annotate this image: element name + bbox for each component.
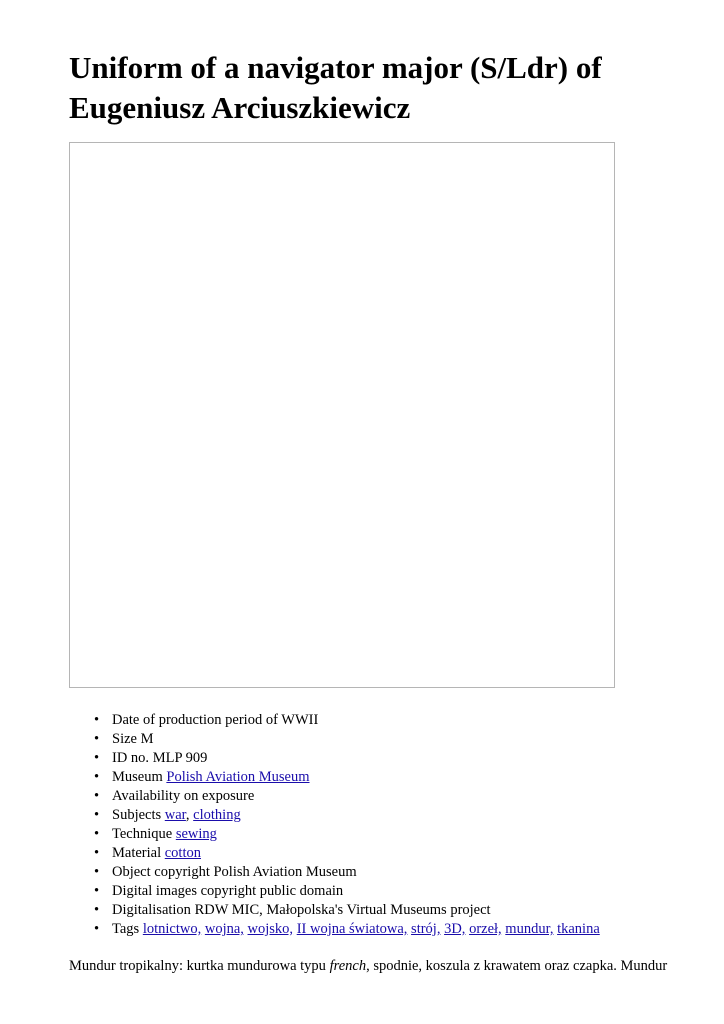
tag-link-wojsko[interactable]: wojsko, [247,921,294,937]
object-image-placeholder [69,142,615,688]
tag-link-3d[interactable]: 3D, [444,921,466,937]
description-text-start: Mundur tropikalny: kurtka mundurowa typu [69,958,330,974]
detail-tags-label: Tags [112,921,140,937]
detail-digitalisation [94,901,600,920]
detail-material [94,844,600,863]
object-details-list [94,711,600,939]
detail-museum [94,768,600,787]
detail-size-label: Size [112,731,137,747]
detail-availability-value: on exposure [183,788,255,804]
detail-id-label: ID no. [112,750,150,766]
detail-object-copyright-label: Object copyright [112,864,210,880]
detail-object-copyright-value: Polish Aviation Museum [213,864,357,880]
detail-material-label: Material [112,845,162,861]
subject-link-clothing[interactable]: clothing [193,807,241,823]
page-title: Uniform of a navigator major (S/Ldr) of Eugeniusz Arciuszkiewicz [69,50,602,125]
detail-subjects: • Subjects war, clothing [94,806,600,825]
tag-link-lotnictwo[interactable]: lotnictwo, [142,921,202,937]
tag-link-wojna[interactable]: wojna, [204,921,244,937]
detail-date [94,711,600,730]
detail-id [94,749,600,768]
tag-link-tkanina[interactable]: tkanina [557,921,600,937]
detail-size [94,730,600,749]
subject-link-war[interactable]: war [164,807,186,823]
detail-date-label: Date of production [112,712,222,728]
description-italic-term: french [329,958,367,974]
description-text-end: , spodnie, koszula z krawatem oraz czapka. Mundur [366,958,668,974]
description-paragraph [69,957,667,976]
detail-availability-label: Availability [112,788,181,804]
detail-digital-copyright-label: Digital images copyright [112,883,257,899]
tag-link-orzel[interactable]: orzeł, [469,921,502,937]
detail-digitalisation-value: RDW MIC, Małopolska's Virtual Museums project [194,902,491,918]
detail-digital-copyright [94,882,600,901]
material-link[interactable]: cotton [164,845,201,861]
technique-link[interactable]: sewing [175,826,217,842]
detail-tags [94,920,600,939]
detail-date-value: period of WWII [225,712,319,728]
detail-technique-label: Technique [112,826,173,842]
detail-object-copyright [94,863,600,882]
detail-digitalisation-label: Digitalisation [112,902,191,918]
detail-technique [94,825,600,844]
tag-link-mundur[interactable]: mundur, [505,921,554,937]
detail-museum-label: Museum [112,769,163,785]
detail-subjects-label: Subjects [112,807,162,823]
detail-size-value: M [140,731,154,747]
tag-link-ii-wojna-swiatowa[interactable]: II wojna światowa, [296,921,408,937]
detail-id-value: MLP 909 [152,750,208,766]
tag-link-stroj[interactable]: strój, [411,921,441,937]
detail-availability [94,787,600,806]
detail-digital-copyright-value: public domain [259,883,344,899]
museum-link[interactable]: Polish Aviation Museum [166,769,310,785]
